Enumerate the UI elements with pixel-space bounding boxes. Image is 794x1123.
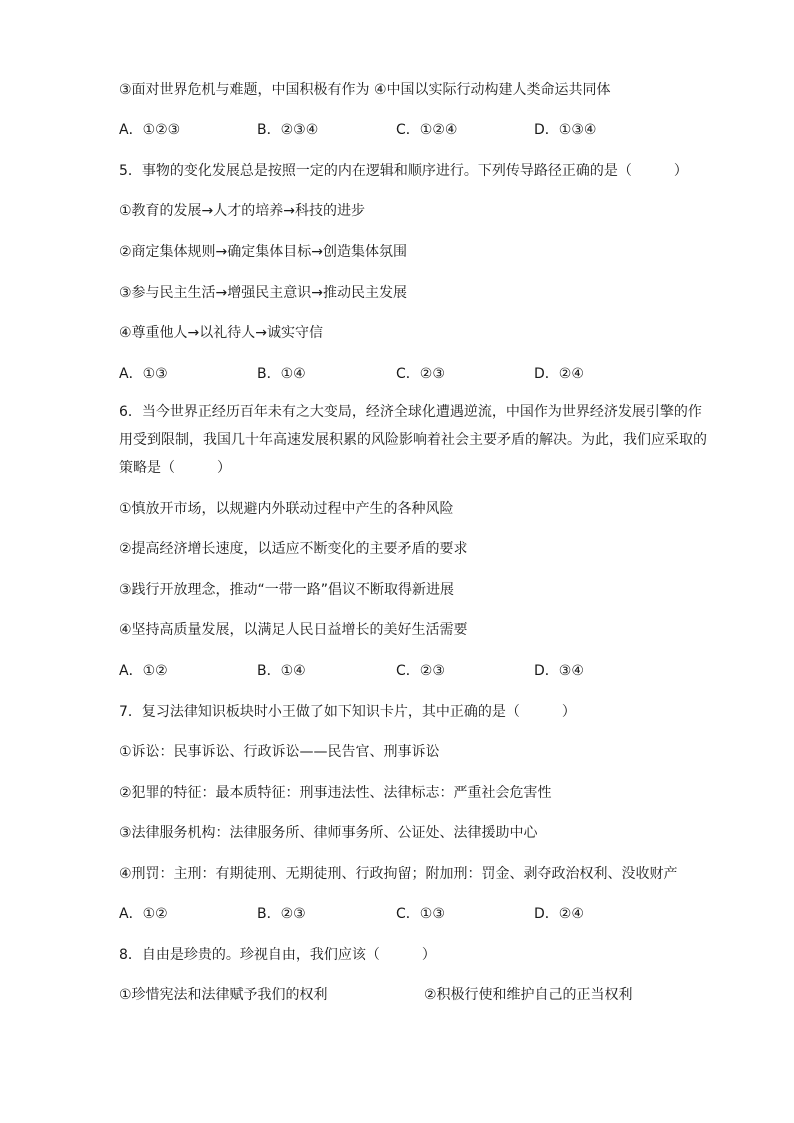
question-5-statement: ④尊重他人→以礼待人→诚实守信 — [119, 325, 324, 341]
question-7-statement: ④刑罚：主刑：有期徒刑、无期徒刑、行政拘留；附加刑：罚金、剥夺政治权利、没收财产 — [119, 866, 678, 882]
option-a: A．①② — [119, 906, 168, 922]
option-b: B．①④ — [257, 663, 306, 679]
question-6-statement: ③践行开放理念，推动“一带一路”倡议不断取得新进展 — [119, 582, 455, 598]
question-6-options — [119, 661, 719, 681]
question-8-stem: 8．自由是珍贵的。珍视自由，我们应该（ ） — [119, 947, 436, 963]
option-b: B．①④ — [257, 366, 306, 382]
question-8-statements — [119, 985, 719, 1005]
option-d: D．③④ — [534, 663, 584, 679]
option-a: A．①② — [119, 663, 168, 679]
option-c: C．②③ — [396, 366, 445, 382]
question-7-statement: ②犯罪的特征：最本质特征：刑事违法性、法律标志：严重社会危害性 — [119, 785, 552, 801]
option-b: B．②③ — [257, 906, 306, 922]
question-4-statement-line: ③面对世界危机与难题，中国积极有作为 ④中国以实际行动构建人类命运共同体 — [119, 82, 611, 98]
question-5-statement: ③参与民主生活→增强民主意识→推动民主发展 — [119, 285, 408, 301]
question-7-statement: ③法律服务机构：法律服务所、律师事务所、公证处、法律援助中心 — [119, 825, 538, 841]
question-5-statement: ②商定集体规则→确定集体目标→创造集体氛围 — [119, 244, 408, 260]
option-b: B．②③④ — [257, 122, 319, 138]
option-d: D．②④ — [534, 366, 584, 382]
question-6-statement: ②提高经济增长速度，以适应不断变化的主要矛盾的要求 — [119, 541, 468, 557]
option-c: C．②③ — [396, 663, 445, 679]
option-d: D．①③④ — [534, 122, 597, 138]
option-c: C．①②④ — [396, 122, 458, 138]
option-a: A．①③ — [119, 366, 168, 382]
question-7-options — [119, 904, 719, 924]
question-8-statement: ②积极行使和维护自己的正当权利 — [424, 987, 633, 1003]
question-6-statement: ④坚持高质量发展，以满足人民日益增长的美好生活需要 — [119, 622, 468, 638]
question-4-options — [119, 120, 719, 140]
question-5-statement: ①教育的发展→人才的培养→科技的进步 — [119, 203, 366, 219]
option-d: D．②④ — [534, 906, 584, 922]
question-7-statement: ①诉讼：民事诉讼、行政诉讼——民告官、刑事诉讼 — [119, 744, 440, 760]
question-6-stem: 6．当今世界正经历百年未有之大变局，经济全球化遭遇逆流，中国作为世界经济发展引擎的作用受到限制，我国几十年高速发展积累的风险影响着社会主要矛盾的解决。为此，我们应采取的策略是（ ） — [119, 404, 707, 476]
question-6-statement: ①慎放开市场，以规避内外联动过程中产生的各种风险 — [119, 501, 454, 517]
question-8-statement: ①珍惜宪法和法律赋予我们的权利 — [119, 987, 328, 1003]
question-7-stem: 7．复习法律知识板块时小王做了如下知识卡片，其中正确的是（ ） — [119, 704, 576, 720]
option-a: A．①②③ — [119, 122, 181, 138]
option-c: C．①③ — [396, 906, 445, 922]
question-5-stem: 5．事物的变化发展总是按照一定的内在逻辑和顺序进行。下列传导路径正确的是（ ） — [119, 163, 688, 179]
question-5-options — [119, 364, 719, 384]
